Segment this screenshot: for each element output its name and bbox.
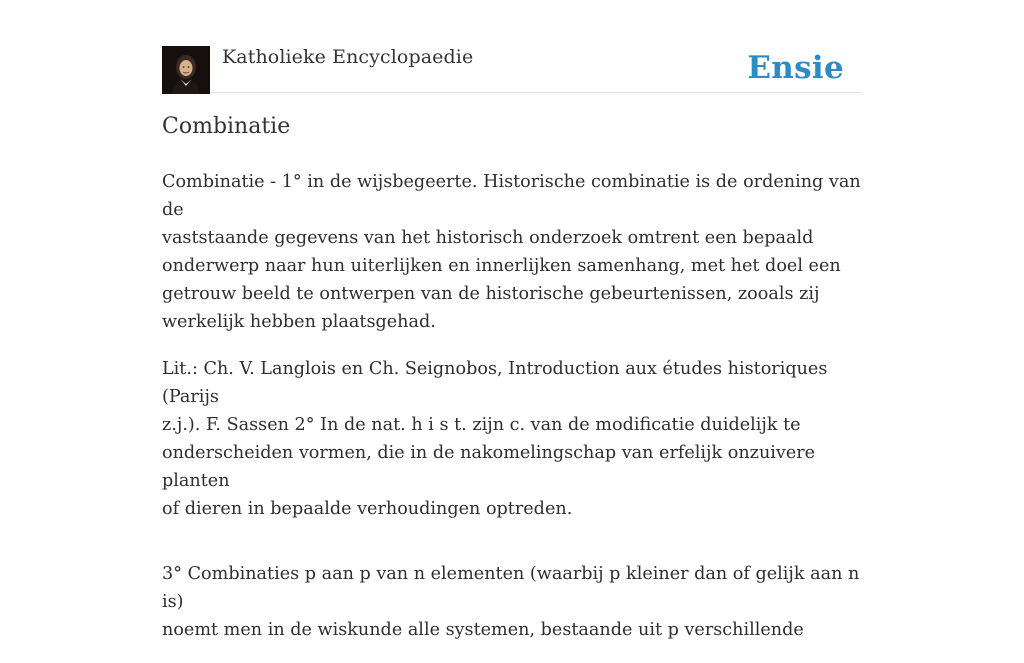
entry-paragraph: 3° Combinaties p aan p van n elementen (waarbij p kleiner dan of gelijk aan n is) noemt men in de wiskunde alle systemen, bestaande uit p verschillende [162, 564, 860, 640]
portrait-avatar[interactable] [162, 46, 210, 94]
portrait-icon [162, 46, 210, 94]
article-page [162, 0, 862, 640]
entry-paragraph: Combinatie - 1° in de wijsbegeerte. Historische combinatie is de ordening van de vaststaande gegevens van het historisch onderzoek omtrent een bepaald onderwerp naar hun uiterlijken en innerlijken samenhang, met het doel een getrouw beeld te ontwerpen van de historische gebeurtenissen, zooals zij werkelijk hebben plaatsgehad. [162, 172, 861, 332]
entry-paragraph: Lit.: Ch. V. Langlois en Ch. Seignobos, Introduction aux études historiques (Parijs z.j.). F. Sassen 2° In de nat. h i s t. zijn c. van de modificatie duidelijk te onderscheiden vormen, die in de nakomelingschap van erfelijk onzuivere planten of dieren in bepaalde verhoudingen optreden. [162, 359, 828, 519]
source-title[interactable]: Katholieke Encyclopaedie [222, 46, 474, 68]
entry-title: Combinatie [162, 114, 291, 139]
entry-body [162, 168, 862, 663]
source-header [162, 40, 862, 93]
ensie-logo[interactable]: Ensie [747, 50, 844, 86]
